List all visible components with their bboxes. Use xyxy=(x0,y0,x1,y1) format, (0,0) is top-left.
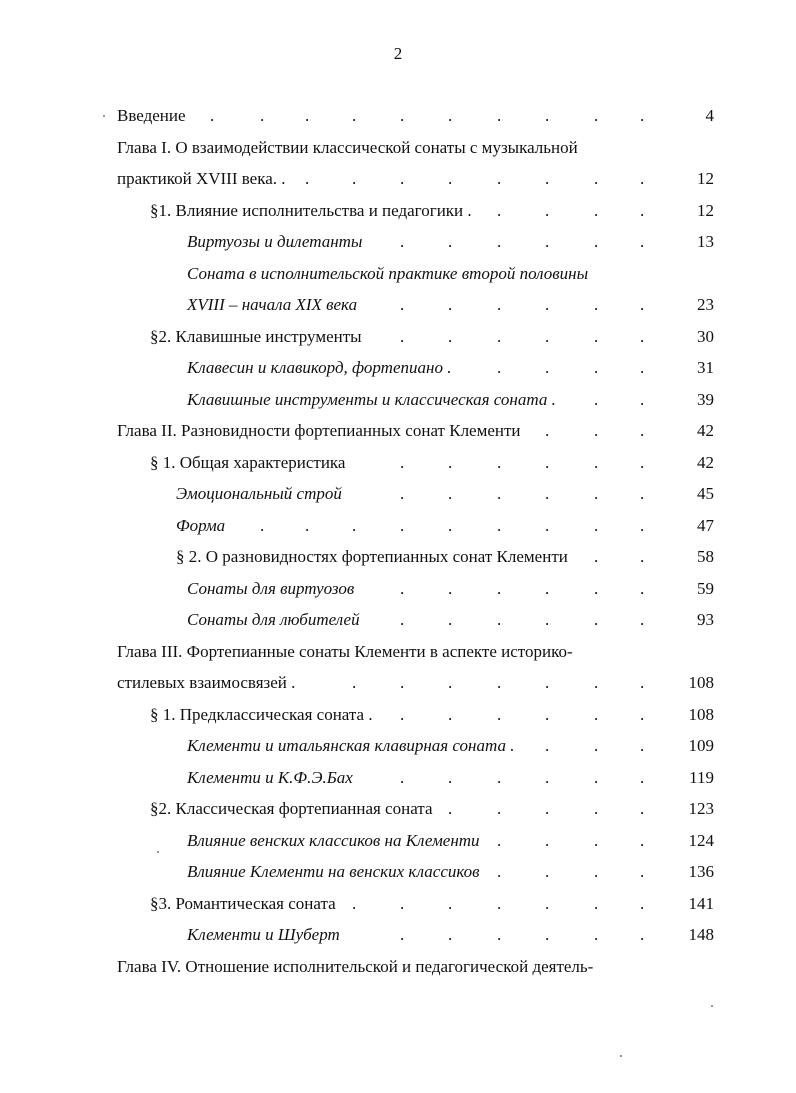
leader-dot: . xyxy=(448,673,453,692)
leader-dot: . xyxy=(400,169,405,188)
leader-dot: . xyxy=(640,169,645,188)
leader-dot: . xyxy=(640,862,645,881)
leader-dot: . xyxy=(640,578,645,598)
leader-dot: . xyxy=(352,673,357,692)
toc-entry xyxy=(0,321,796,353)
toc-entry-title: Глава IV. Отношение исполнительской и педагогической деятель- xyxy=(117,956,594,976)
leader-dot: . xyxy=(497,106,502,125)
leader-dot: . xyxy=(448,484,453,503)
leader-dot: . xyxy=(497,704,502,724)
toc-entry xyxy=(0,226,796,258)
leader-dot: . xyxy=(352,106,357,125)
leader-dot: . xyxy=(594,389,599,409)
leader-dot: . xyxy=(640,704,645,724)
leader-dot: . xyxy=(448,578,453,598)
leader-dot: . xyxy=(400,673,405,692)
toc-entry xyxy=(0,762,796,794)
leader-dot: . xyxy=(400,515,405,535)
leader-dot: . xyxy=(594,295,599,314)
leader-dot: . xyxy=(497,232,502,251)
leader-dot: . xyxy=(497,358,502,377)
toc-entry-title: §1. Влияние исполнительства и педагогики . xyxy=(150,200,472,220)
leader-dot: . xyxy=(640,326,645,346)
leader-dot: . xyxy=(448,452,453,472)
toc-entry-title: Сонаты для виртуозов xyxy=(187,578,355,598)
leader-dot: . xyxy=(400,106,405,125)
leader-dot: . xyxy=(497,862,502,881)
leader-dot: . xyxy=(594,704,599,724)
leader-dot: . xyxy=(640,232,645,251)
leader-dot: . xyxy=(497,893,502,913)
toc-entry-title: Виртуозы и дилетанты xyxy=(187,232,363,251)
toc-entry-page: 30 xyxy=(697,326,714,346)
leader-dot: . xyxy=(594,767,599,787)
leader-dot: . xyxy=(545,704,550,724)
leader-dot: . xyxy=(594,673,599,692)
leader-dot: . xyxy=(260,106,265,125)
toc-entry-title: §3. Романтическая соната xyxy=(150,893,336,913)
toc-entry-page: 39 xyxy=(697,389,714,409)
leader-dot: . xyxy=(545,610,550,629)
leader-dot: . xyxy=(448,704,453,724)
leader-dot: . xyxy=(448,295,453,314)
table-of-contents xyxy=(0,100,796,982)
leader-dot: . xyxy=(594,925,599,944)
toc-entry-page: 59 xyxy=(697,578,714,598)
leader-dot: . xyxy=(545,673,550,692)
toc-entry-title: XVIII – начала XIX века xyxy=(187,295,358,314)
toc-entry xyxy=(0,510,796,542)
leader-dot: . xyxy=(400,326,405,346)
leader-dot: . xyxy=(640,830,645,850)
toc-entry-page: 119 xyxy=(689,767,714,787)
toc-entry xyxy=(0,447,796,479)
toc-entry-page: 4 xyxy=(705,106,714,125)
leader-dot: . xyxy=(400,704,405,724)
leader-dot: . xyxy=(497,830,502,850)
leader-dot: . xyxy=(448,799,453,818)
toc-entry-title: Эмоциональный строй xyxy=(176,484,342,503)
scan-speck xyxy=(103,115,105,117)
leader-dot: . xyxy=(545,295,550,314)
toc-entry-title: Глава III. Фортепианные сонаты Клементи в аспекте историко- xyxy=(117,641,573,661)
leader-dot: . xyxy=(448,106,453,125)
leader-dot: . xyxy=(497,326,502,346)
toc-entry xyxy=(0,415,796,447)
leader-dot: . xyxy=(594,200,599,220)
leader-dot: . xyxy=(640,515,645,535)
leader-dot: . xyxy=(594,515,599,535)
leader-dot: . xyxy=(448,232,453,251)
leader-dot: . xyxy=(545,799,550,818)
toc-entry-title: Влияние венских классиков на Клементи xyxy=(187,830,480,850)
toc-entry-page: 141 xyxy=(688,893,714,913)
toc-entry xyxy=(0,573,796,605)
toc-entry xyxy=(0,604,796,636)
leader-dot: . xyxy=(497,295,502,314)
toc-entry xyxy=(0,478,796,510)
leader-dot: . xyxy=(400,925,405,944)
leader-dot: . xyxy=(545,326,550,346)
leader-dot: . xyxy=(545,893,550,913)
toc-entry xyxy=(0,384,796,416)
toc-entry-page: 109 xyxy=(688,736,714,755)
leader-dot: . xyxy=(594,799,599,818)
leader-dot: . xyxy=(594,578,599,598)
toc-entry xyxy=(0,258,796,290)
leader-dot: . xyxy=(545,925,550,944)
leader-dot: . xyxy=(545,200,550,220)
toc-entry xyxy=(0,699,796,731)
toc-entry xyxy=(0,919,796,951)
leader-dot: . xyxy=(594,484,599,503)
leader-dot: . xyxy=(448,893,453,913)
leader-dot: . xyxy=(545,515,550,535)
leader-dot: . xyxy=(594,106,599,125)
leader-dot: . xyxy=(497,925,502,944)
toc-entry xyxy=(0,825,796,857)
leader-dot: . xyxy=(594,232,599,251)
toc-entry-page: 136 xyxy=(688,862,714,881)
toc-entry-page: 93 xyxy=(697,610,714,629)
toc-entry-title: Глава I. О взаимодействии классической сонаты с музыкальной xyxy=(117,137,578,157)
leader-dot: . xyxy=(497,169,502,188)
toc-entry-title: §2. Клавишные инструменты xyxy=(150,326,362,346)
toc-entry-page: 148 xyxy=(688,925,714,944)
toc-entry xyxy=(0,888,796,920)
leader-dot: . xyxy=(640,893,645,913)
toc-entry xyxy=(0,352,796,384)
leader-dot: . xyxy=(594,830,599,850)
leader-dot: . xyxy=(545,767,550,787)
toc-entry-title: Влияние Клементи на венских классиков xyxy=(187,862,480,881)
toc-entry-title: Клавесин и клавикорд, фортепиано . xyxy=(187,358,452,377)
toc-entry xyxy=(0,100,796,132)
leader-dot: . xyxy=(400,295,405,314)
leader-dot: . xyxy=(594,452,599,472)
leader-dot: . xyxy=(640,547,645,566)
leader-dot: . xyxy=(497,799,502,818)
leader-dot: . xyxy=(545,232,550,251)
page-number: 2 xyxy=(393,44,403,63)
toc-entry xyxy=(0,289,796,321)
toc-entry xyxy=(0,856,796,888)
toc-entry-page: 23 xyxy=(697,295,714,314)
toc-entry-title: § 1. Общая характеристика xyxy=(150,452,346,472)
leader-dot: . xyxy=(210,106,215,125)
leader-dot: . xyxy=(305,106,310,125)
leader-dot: . xyxy=(400,893,405,913)
leader-dot: . xyxy=(640,389,645,409)
leader-dot: . xyxy=(594,547,599,566)
leader-dot: . xyxy=(305,515,310,535)
toc-entry-title: Клементи и К.Ф.Э.Бах xyxy=(187,767,353,787)
leader-dot: . xyxy=(594,862,599,881)
leader-dot: . xyxy=(594,893,599,913)
toc-entry-title: §2. Классическая фортепианная соната xyxy=(150,799,433,818)
leader-dot: . xyxy=(400,578,405,598)
leader-dot: . xyxy=(594,169,599,188)
leader-dot: . xyxy=(448,326,453,346)
leader-dot: . xyxy=(640,925,645,944)
leader-dot: . xyxy=(497,200,502,220)
toc-entry-page: 13 xyxy=(697,232,714,251)
leader-dot: . xyxy=(260,515,265,535)
leader-dot: . xyxy=(400,484,405,503)
toc-entry xyxy=(0,195,796,227)
toc-entry-title: Глава II. Разновидности фортепианных сонат Клементи xyxy=(117,421,521,440)
leader-dot: . xyxy=(352,515,357,535)
toc-entry-title: § 2. О разновидностях фортепианных сонат Клементи xyxy=(176,547,568,566)
leader-dot: . xyxy=(448,610,453,629)
leader-dot: . xyxy=(640,421,645,440)
leader-dot: . xyxy=(640,673,645,692)
toc-entry-title: Введение xyxy=(117,106,186,125)
toc-entry-title: Клементи и Шуберт xyxy=(187,925,340,944)
leader-dot: . xyxy=(497,515,502,535)
leader-dot: . xyxy=(545,452,550,472)
leader-dot: . xyxy=(305,169,310,188)
toc-entry xyxy=(0,730,796,762)
leader-dot: . xyxy=(545,862,550,881)
leader-dot: . xyxy=(640,106,645,125)
toc-entry-page: 12 xyxy=(697,200,714,220)
toc-entry-title: Клементи и итальянская клавирная соната . xyxy=(187,736,515,755)
toc-entry-page: 42 xyxy=(697,421,714,440)
toc-entry-title: практикой XVIII века. . xyxy=(117,169,286,188)
leader-dot: . xyxy=(545,578,550,598)
leader-dot: . xyxy=(497,767,502,787)
leader-dot: . xyxy=(352,893,357,913)
leader-dot: . xyxy=(640,799,645,818)
toc-entry xyxy=(0,667,796,699)
toc-entry-title: Соната в исполнительской практике второй половины xyxy=(187,263,589,283)
toc-entry xyxy=(0,636,796,668)
toc-entry-page: 31 xyxy=(697,358,714,377)
toc-entry xyxy=(0,132,796,164)
toc-entry-page: 58 xyxy=(697,547,714,566)
leader-dot: . xyxy=(400,232,405,251)
leader-dot: . xyxy=(497,452,502,472)
leader-dot: . xyxy=(640,484,645,503)
toc-entry xyxy=(0,541,796,573)
leader-dot: . xyxy=(640,610,645,629)
leader-dot: . xyxy=(640,358,645,377)
leader-dot: . xyxy=(594,421,599,440)
leader-dot: . xyxy=(640,767,645,787)
leader-dot: . xyxy=(448,925,453,944)
leader-dot: . xyxy=(640,452,645,472)
leader-dot: . xyxy=(594,358,599,377)
toc-entry-title: стилевых взаимосвязей . xyxy=(117,673,296,692)
toc-entry xyxy=(0,951,796,983)
toc-entry-title: § 1. Предклассическая соната . xyxy=(150,704,373,724)
leader-dot: . xyxy=(640,736,645,755)
leader-dot: . xyxy=(640,200,645,220)
toc-entry-page: 45 xyxy=(697,484,714,503)
toc-entry xyxy=(0,163,796,195)
toc-entry-title: Сонаты для любителей xyxy=(187,610,360,629)
leader-dot: . xyxy=(497,578,502,598)
leader-dot: . xyxy=(400,610,405,629)
leader-dot: . xyxy=(594,610,599,629)
toc-entry-title: Форма xyxy=(176,515,226,535)
leader-dot: . xyxy=(352,169,357,188)
leader-dot: . xyxy=(594,736,599,755)
leader-dot: . xyxy=(545,736,550,755)
leader-dot: . xyxy=(448,515,453,535)
toc-entry-page: 108 xyxy=(688,704,714,724)
toc-entry-page: 123 xyxy=(688,799,714,818)
scan-speck xyxy=(620,1055,622,1057)
scan-speck xyxy=(711,1005,713,1007)
toc-entry-page: 108 xyxy=(688,673,714,692)
toc-entry xyxy=(0,793,796,825)
leader-dot: . xyxy=(545,830,550,850)
toc-entry-title: Клавишные инструменты и классическая соната . xyxy=(187,389,556,409)
leader-dot: . xyxy=(594,326,599,346)
toc-entry-page: 124 xyxy=(688,830,714,850)
leader-dot: . xyxy=(400,452,405,472)
leader-dot: . xyxy=(448,767,453,787)
leader-dot: . xyxy=(545,421,550,440)
toc-entry-page: 47 xyxy=(697,515,714,535)
leader-dot: . xyxy=(640,295,645,314)
scan-speck xyxy=(157,851,159,853)
leader-dot: . xyxy=(545,358,550,377)
leader-dot: . xyxy=(448,169,453,188)
leader-dot: . xyxy=(545,106,550,125)
leader-dot: . xyxy=(497,673,502,692)
leader-dot: . xyxy=(497,610,502,629)
toc-entry-page: 42 xyxy=(697,452,714,472)
leader-dot: . xyxy=(545,169,550,188)
leader-dot: . xyxy=(545,484,550,503)
leader-dot: . xyxy=(400,767,405,787)
leader-dot: . xyxy=(497,484,502,503)
toc-entry-page: 12 xyxy=(697,169,714,188)
